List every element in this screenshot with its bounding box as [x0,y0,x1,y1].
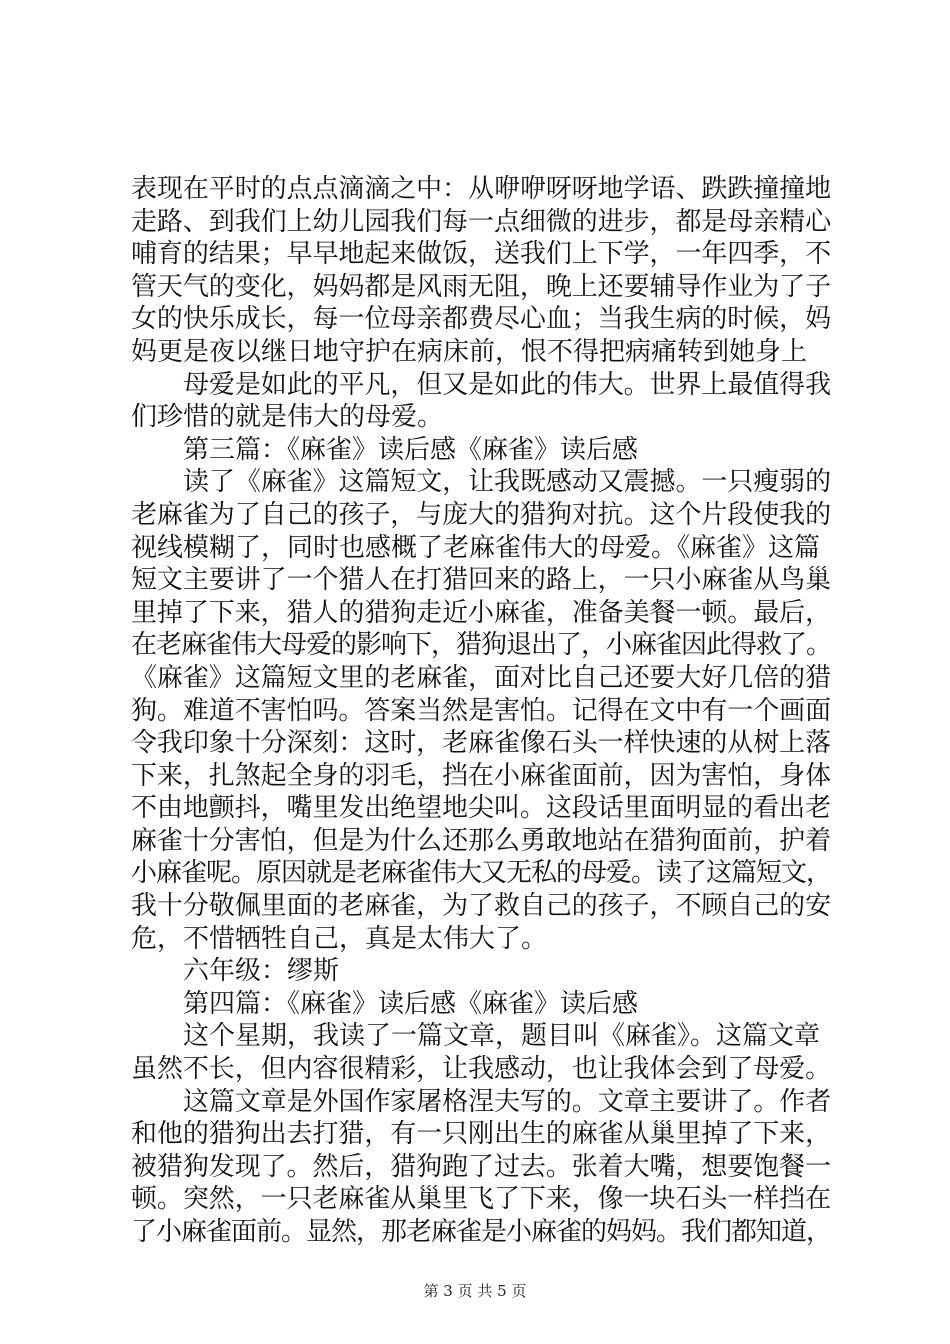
text-line: 这个星期，我读了一篇文章，题目叫《麻雀》。这篇文章 [183,1021,821,1052]
text-line: 读了《麻雀》这篇短文，让我既感动又震撼。一只瘦弱的 [183,467,832,498]
text-line: 危，不惜牺牲自己，真是太伟大了。 [131,923,548,954]
text-line: 《麻雀》这篇短文里的老麻雀，面对比自己还要大好几倍的猎 [131,662,832,693]
text-line: 这篇文章是外国作家屠格涅夫写的。文章主要讲了。作者 [183,1086,832,1117]
page-footer: 第 3 页 共 5 页 [423,1282,527,1300]
text-line: 表现在平时的点点滴滴之中：从咿咿呀呀地学语、跌跌撞撞地 [131,174,832,204]
text-line: 走路、到我们上幼儿园我们每一点细微的进步，都是母亲精心 [131,206,832,237]
text-line: 狗。难道不害怕吗。答案当然是害怕。记得在文中有一个画面 [131,695,832,726]
text-line: 虽然不长，但内容很精彩，让我感动，也让我体会到了母爱。 [131,1054,832,1085]
text-line: 母爱是如此的平凡，但又是如此的伟大。世界上最值得我 [183,369,832,400]
text-line: 短文主要讲了一个猎人在打猎回来的路上，一只小麻雀从鸟巢 [131,565,832,596]
text-line: 第四篇：《麻雀》读后感《麻雀》读后感 [183,988,639,1019]
text-line: 下来，扎煞起全身的羽毛，挡在小麻雀面前，因为害怕，身体 [131,760,832,791]
text-line: 六年级：缪斯 [183,956,340,987]
text-line: 了小麻雀面前。显然，那老麻雀是小麻雀的妈妈。我们都知道， [131,1217,832,1247]
text-line: 老麻雀为了自己的孩子，与庞大的猎狗对抗。这个片段使我的 [131,499,832,530]
text-line: 我十分敬佩里面的老麻雀，为了救自己的孩子，不顾自己的安 [131,891,832,922]
text-line: 令我印象十分深刻：这时，老麻雀像石头一样快速的从树上落 [131,728,832,759]
text-line: 和他的猎狗出去打猎，有一只刚出生的麻雀从巢里掉了下来， [131,1119,832,1150]
text-line: 们珍惜的就是伟大的母爱。 [131,402,444,433]
text-line: 里掉了下来，猎人的猎狗走近小麻雀，准备美餐一顿。最后， [131,597,832,628]
text-line: 视线模糊了，同时也感概了老麻雀伟大的母爱。《麻雀》这篇 [131,532,821,563]
text-line: 第三篇：《麻雀》读后感《麻雀》读后感 [183,434,639,465]
text-line: 小麻雀呢。原因就是老麻雀伟大又无私的母爱。读了这篇短文， [131,858,832,889]
text-line: 麻雀十分害怕，但是为什么还那么勇敢地站在猎狗面前，护着 [131,825,832,856]
text-line: 顿。突然，一只老麻雀从巢里飞了下来，像一块石头一样挡在 [131,1184,832,1215]
text-line: 在老麻雀伟大母爱的影响下，猎狗退出了，小麻雀因此得救了。 [131,630,832,661]
text-line: 妈更是夜以继日地守护在病床前，恨不得把病痛转到她身上 [131,336,808,367]
text-line: 被猎狗发现了。然后，猎狗跑了过去。张着大嘴，想要饱餐一 [131,1151,832,1182]
text-line: 哺育的结果；早早地起来做饭，送我们上下学，一年四季，不 [131,239,832,270]
body-text [131,173,831,1249]
text-line: 女的快乐成长，每一位母亲都费尽心血；当我生病的时候，妈 [131,304,832,335]
text-line: 不由地颤抖，嘴里发出绝望地尖叫。这段话里面明显的看出老 [131,793,832,824]
text-line: 管天气的变化，妈妈都是风雨无阻，晚上还要辅导作业为了子 [131,271,832,302]
